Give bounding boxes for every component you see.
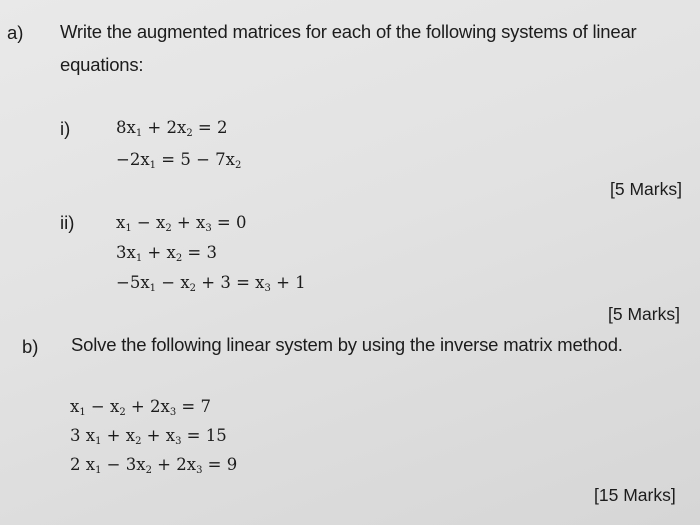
marks-label: [5 Marks]: [610, 179, 682, 199]
part-a-instruction-line1: Write the augmented matrices for each of the following systems of linear: [60, 21, 637, 42]
part-b-label: b): [22, 336, 39, 357]
part-b-instruction: Solve the following linear system by using the inverse matrix method.: [71, 334, 623, 355]
equation: $3x_1 + x_2 = 3$: [116, 243, 218, 264]
part-a-instruction-line2: equations:: [60, 54, 144, 75]
equation: $-2x_1 = 5 - 7x_2$: [116, 150, 242, 171]
equation: 2 $x_1 - 3x_2 + 2x_3 = 9$: [70, 455, 238, 476]
equation: $-5x_1 - x_2 + 3 = x_3 + 1$: [116, 273, 306, 294]
sub-i-label: i): [60, 118, 71, 139]
part-a-label: a): [7, 22, 24, 43]
equation: 3 $x_1 + x_2 + x_3 = 15$: [70, 426, 227, 447]
equation: $x_1 - x_2 + x_3 = 0$: [116, 213, 247, 234]
equation: $x_1 - x_2 + 2x_3 = 7$: [70, 397, 212, 418]
equation: $8x_1 + 2x_2 = 2$: [116, 118, 228, 139]
sub-ii-label: ii): [60, 212, 75, 233]
marks-label: [5 Marks]: [608, 304, 680, 324]
marks-label: [15 Marks]: [594, 485, 676, 505]
